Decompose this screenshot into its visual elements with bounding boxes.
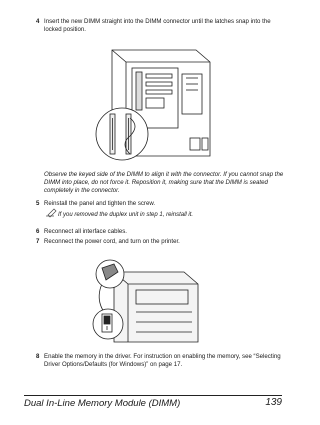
dimm-install-illustration <box>92 44 216 162</box>
footer-divider <box>24 395 282 396</box>
step-6 <box>36 228 284 236</box>
step-text: Reconnect the power cord, and turn on the printer. <box>44 238 180 245</box>
step-number: 8 <box>36 353 40 360</box>
step-text: Reinstall the panel and tighten the screw. <box>44 200 156 207</box>
step-number: 7 <box>36 238 40 245</box>
note-pencil-icon <box>45 208 57 218</box>
page-number: 139 <box>265 397 282 408</box>
step-5-note: If you removed the duplex unit in step 1, reinstall it. <box>58 212 194 218</box>
step-number: 4 <box>36 18 40 25</box>
printer-power-illustration <box>92 254 210 346</box>
step-number: 5 <box>36 200 40 207</box>
step-4-note: Observe the keyed side of the DIMM to align it with the connector. If you cannot snap the DIMM into place, do not force it. Reposition it, making sure that the DIMM is seated completely in the connector. <box>44 171 284 195</box>
step-text: Reconnect all interface cables. <box>44 228 127 235</box>
step-8 <box>36 353 284 369</box>
step-5 <box>36 200 284 208</box>
step-number: 6 <box>36 228 40 235</box>
step-text: Enable the memory in the driver. For instruction on enabling the memory, see “Selecting Driver Options/Defaults (for Windows)” on page 17. <box>44 353 281 369</box>
step-7 <box>36 238 284 246</box>
step-text: Insert the new DIMM straight into the DIMM connector until the latches snap into the locked position. <box>44 18 271 34</box>
step-4 <box>36 18 284 34</box>
footer-title: Dual In-Line Memory Module (DIMM) <box>24 398 181 409</box>
